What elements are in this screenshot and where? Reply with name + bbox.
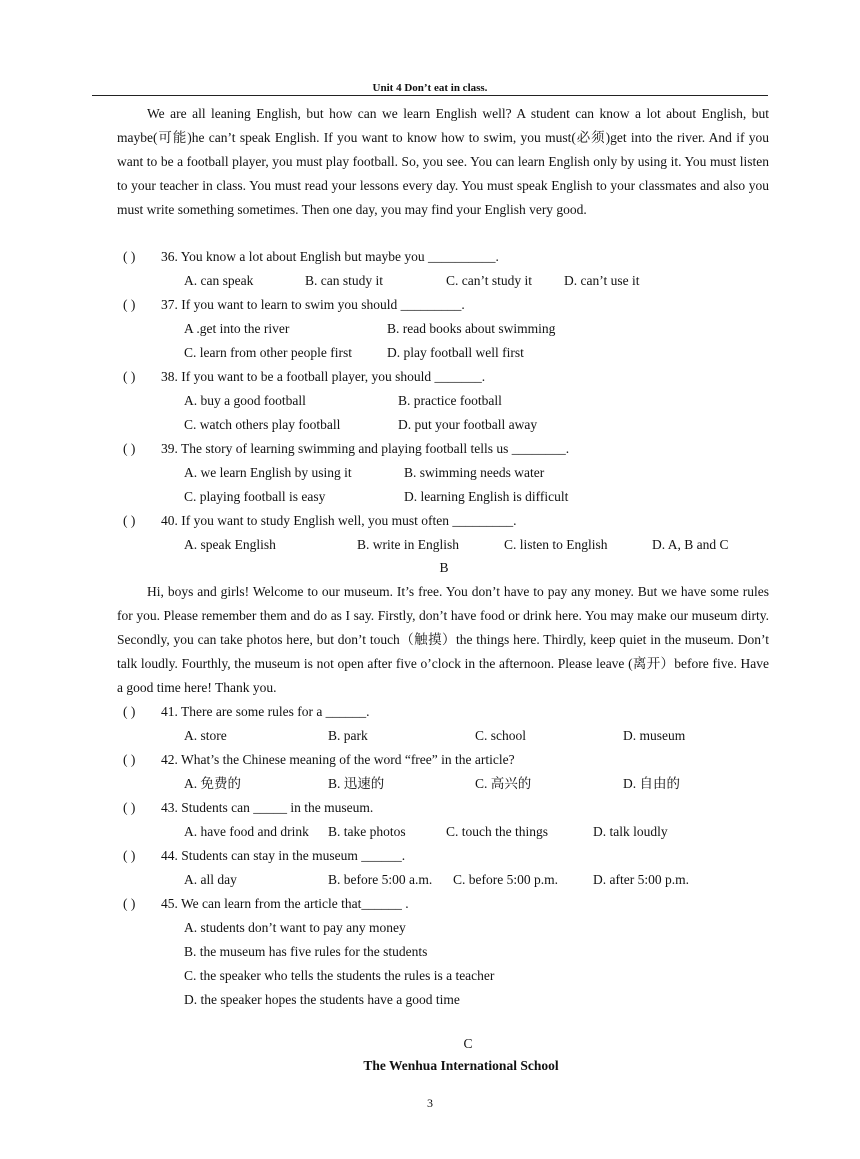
option-b: B. take photos (328, 824, 406, 839)
option-c: C. before 5:00 p.m. (453, 872, 558, 887)
passage-a: We are all leaning English, but how can we learn English well? A student can know a lot about English, but maybe(可能)he can’t speak English. If you want to know how to swim, you must(必须)get into the river. And if you want to be a football player, you must play football. So, you see. You can learn English only by using it. You must listen to your teacher in class. You must read your lessons every day. You must speak English to your classmates and also you must write something sometimes. Then one day, you may find your English very good. (117, 106, 769, 217)
option-d: D. the speaker hopes the students have a good time (184, 992, 460, 1007)
option-d: D. play football well first (387, 345, 524, 360)
question-text: 38. If you want to be a football player, you should _______. (161, 369, 486, 384)
answer-blank[interactable]: ( ) (123, 441, 136, 456)
option-b: B. 迅速的 (328, 776, 385, 791)
question-39 (123, 439, 569, 459)
section-b-label: B (439, 560, 449, 575)
answer-blank[interactable]: ( ) (123, 896, 136, 911)
option-a: A. have food and drink (184, 824, 309, 839)
option-a: A. buy a good football (184, 393, 306, 408)
option-d: D. can’t use it (564, 273, 640, 288)
question-text: 36. You know a lot about English but maybe you __________. (161, 249, 499, 264)
options-45-a (184, 918, 744, 938)
answer-blank[interactable]: ( ) (123, 249, 136, 264)
option-b: B. practice football (398, 393, 502, 408)
options-45-b (184, 942, 744, 962)
option-b: B. the museum has five rules for the students (184, 944, 428, 959)
page-number: 3 (427, 1096, 433, 1110)
question-36 (123, 247, 499, 267)
options-40 (184, 535, 744, 555)
option-a: A. all day (184, 872, 237, 887)
question-text: 37. If you want to learn to swim you should _________. (161, 297, 465, 312)
question-38 (123, 367, 485, 387)
section-c-label: C (463, 1036, 473, 1051)
options-44 (184, 870, 744, 890)
option-a: A. store (184, 728, 227, 743)
answer-blank[interactable]: ( ) (123, 297, 136, 312)
options-45-c (184, 966, 744, 986)
question-text: 40. If you want to study English well, you must often _________. (161, 513, 517, 528)
header-rule (92, 95, 768, 96)
page-header: Unit 4 Don’t eat in class. (372, 82, 488, 94)
answer-blank[interactable]: ( ) (123, 704, 136, 719)
answer-blank[interactable]: ( ) (123, 848, 136, 863)
options-39-row1 (184, 463, 744, 483)
answer-blank[interactable]: ( ) (123, 800, 136, 815)
options-38-row1 (184, 391, 744, 411)
options-43 (184, 822, 744, 842)
section-c-title: The Wenhua International School (363, 1058, 559, 1073)
option-c: C. 高兴的 (475, 776, 532, 791)
option-c: C. learn from other people first (184, 345, 352, 360)
question-40 (123, 511, 516, 531)
question-45 (123, 894, 409, 914)
question-44 (123, 846, 405, 866)
answer-blank[interactable]: ( ) (123, 513, 136, 528)
question-43 (123, 798, 373, 818)
option-d: D. put your football away (398, 417, 538, 432)
option-a: A. speak English (184, 537, 276, 552)
question-text: 39. The story of learning swimming and playing football tells us ________. (161, 441, 570, 456)
passage-b: Hi, boys and girls! Welcome to our museum. It’s free. You don’t have to pay any money. But we have some rules for you. Please remember them and do as I say. Firstly, don’t have food or drink here. You may make our museum dirty. Secondly, you can take photos here, but don’t touch（触摸）the things here. Thirdly, keep quiet in the museum. Don’t talk loudly. Fourthly, the museum is not open after five o’clock in the afternoon. Please leave (离开）before five. Have a good time here! Thank you. (117, 584, 769, 695)
option-a: A. students don’t want to pay any money (184, 920, 406, 935)
option-b: B. can study it (305, 273, 383, 288)
option-c: C. watch others play football (184, 417, 341, 432)
option-c: C. can’t study it (446, 273, 532, 288)
option-d: D. after 5:00 p.m. (593, 872, 689, 887)
option-a: A .get into the river (184, 321, 290, 336)
option-b: B. park (328, 728, 368, 743)
option-d: D. learning English is difficult (404, 489, 569, 504)
option-d: D. talk loudly (593, 824, 668, 839)
option-b: B. read books about swimming (387, 321, 556, 336)
question-text: 43. Students can _____ in the museum. (161, 800, 374, 815)
options-42 (184, 774, 744, 794)
options-41 (184, 726, 744, 746)
options-39-row2 (184, 487, 744, 507)
question-42 (123, 750, 515, 770)
question-text: 45. We can learn from the article that______ . (161, 896, 409, 911)
option-a: A. we learn English by using it (184, 465, 352, 480)
options-38-row2 (184, 415, 744, 435)
options-37-row2 (184, 343, 744, 363)
question-text: 44. Students can stay in the museum ______. (161, 848, 406, 863)
option-c: C. listen to English (504, 537, 608, 552)
option-d: D. 自由的 (623, 776, 680, 791)
question-41 (123, 702, 370, 722)
question-text: 41. There are some rules for a ______. (161, 704, 370, 719)
option-b: B. swimming needs water (404, 465, 545, 480)
option-b: B. write in English (357, 537, 459, 552)
option-c: C. school (475, 728, 527, 743)
option-c: C. the speaker who tells the students the rules is a teacher (184, 968, 495, 983)
option-d: D. museum (623, 728, 686, 743)
option-c: C. playing football is easy (184, 489, 326, 504)
options-37-row1 (184, 319, 744, 339)
option-c: C. touch the things (446, 824, 548, 839)
option-a: A. can speak (184, 273, 254, 288)
option-d: D. A, B and C (652, 537, 729, 552)
options-36 (184, 271, 744, 291)
answer-blank[interactable]: ( ) (123, 369, 136, 384)
option-a: A. 免费的 (184, 776, 241, 791)
question-37 (123, 295, 465, 315)
option-b: B. before 5:00 a.m. (328, 872, 433, 887)
answer-blank[interactable]: ( ) (123, 752, 136, 767)
question-text: 42. What’s the Chinese meaning of the word “free” in the article? (161, 752, 515, 767)
options-45-d (184, 990, 744, 1010)
